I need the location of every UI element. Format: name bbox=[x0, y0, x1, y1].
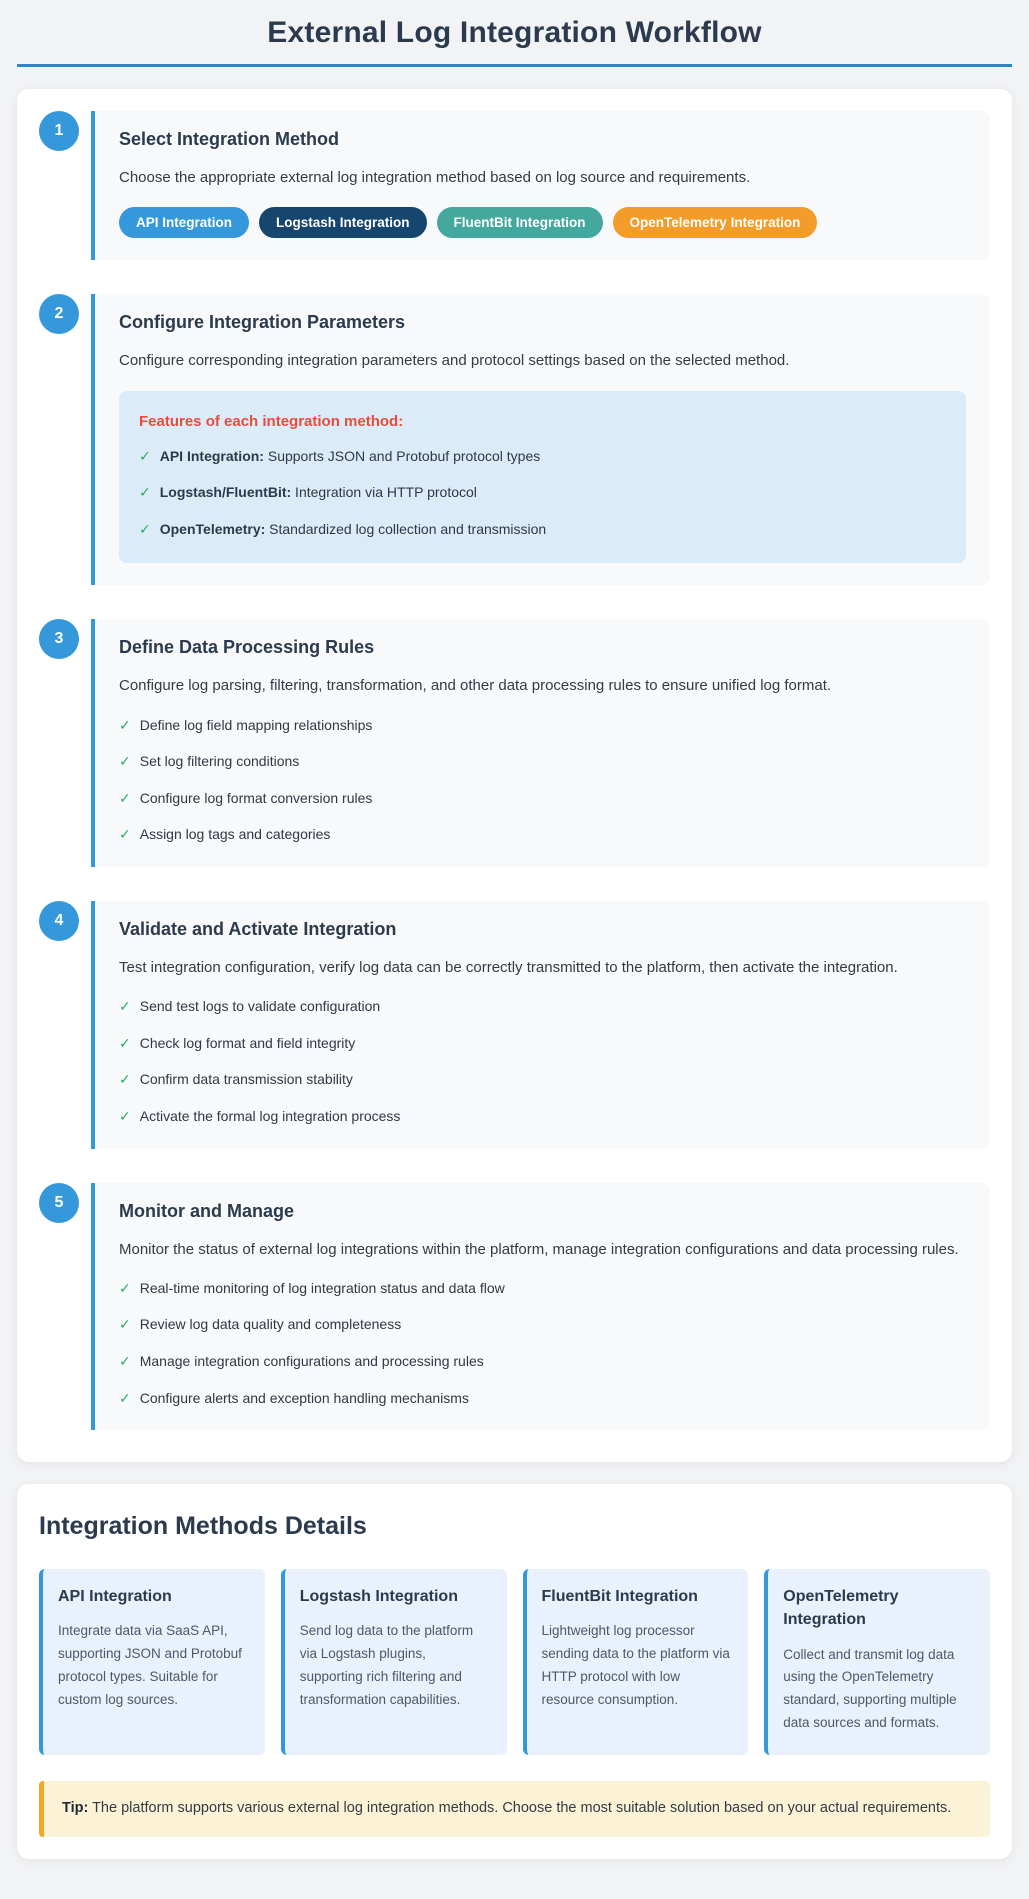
step-description: Test integration configuration, verify log data can be correctly transmitted to the platform, then activate the integration. bbox=[119, 958, 898, 976]
step-title: Validate and Activate Integration bbox=[119, 918, 397, 939]
badge-logstash-integration[interactable]: Logstash Integration bbox=[259, 207, 427, 238]
step-description: Configure corresponding integration parameters and protocol settings based on the selected method. bbox=[119, 352, 790, 370]
method-card-text: Collect and transmit log data using the OpenTelemetry standard, supporting multiple data sources and formats. bbox=[783, 1646, 957, 1731]
step-title: Monitor and Manage bbox=[119, 1200, 294, 1221]
badge-api-integration[interactable]: API Integration bbox=[119, 207, 249, 238]
features-highlight-box bbox=[119, 391, 966, 564]
step-title: Define Data Processing Rules bbox=[119, 637, 375, 658]
check-icon: ✓ bbox=[119, 1352, 131, 1369]
method-card-text: Integrate data via SaaS API, supporting JSON and Protobuf protocol types. Suitable for custom log sources. bbox=[58, 1623, 242, 1708]
feature-item: ✓ Logstash/FluentBit: Integration via HTTP protocol bbox=[139, 484, 477, 501]
tip-box bbox=[39, 1781, 990, 1837]
check-icon: ✓ bbox=[119, 1034, 131, 1051]
step-content bbox=[91, 111, 990, 260]
check-icon: ✓ bbox=[119, 1389, 131, 1406]
step-number-badge: 4 bbox=[39, 901, 79, 941]
checklist-item: ✓ Activate the formal log integration process bbox=[119, 1107, 401, 1124]
checklist-item: ✓ Assign log tags and categories bbox=[119, 826, 331, 843]
workflow-steps bbox=[39, 111, 990, 1430]
method-card-title: API Integration bbox=[58, 1588, 172, 1606]
workflow-step-5 bbox=[39, 1183, 990, 1431]
check-icon: ✓ bbox=[119, 753, 131, 770]
checklist-item: ✓ Manage integration configurations and processing rules bbox=[119, 1352, 484, 1369]
step-content bbox=[91, 901, 990, 1149]
step-description: Monitor the status of external log integrations within the platform, manage integration configurations and data processing rules. bbox=[119, 1240, 959, 1258]
feature-item: ✓ API Integration: Supports JSON and Protobuf protocol types bbox=[139, 447, 541, 464]
workflow-step-3 bbox=[39, 619, 990, 867]
step-description: Configure log parsing, filtering, transformation, and other data processing rules to ensure unified log format. bbox=[119, 677, 832, 695]
method-card-logstash-integration bbox=[281, 1569, 507, 1755]
method-card-text: Lightweight log processor sending data to the platform via HTTP protocol with low resource consumption. bbox=[541, 1623, 730, 1708]
integration-method-badges bbox=[119, 207, 966, 238]
method-card-title: Logstash Integration bbox=[299, 1588, 458, 1606]
method-card-title: FluentBit Integration bbox=[541, 1588, 698, 1606]
check-icon: ✓ bbox=[119, 789, 131, 806]
step-number-badge: 3 bbox=[39, 619, 79, 659]
check-icon: ✓ bbox=[119, 1107, 131, 1124]
step-description: Choose the appropriate external log integration method based on log source and requirements. bbox=[119, 169, 751, 186]
checklist-item: ✓ Check log format and field integrity bbox=[119, 1034, 356, 1051]
checklist-item: ✓ Review log data quality and completeness bbox=[119, 1316, 402, 1333]
workflow-step-1 bbox=[39, 111, 990, 260]
check-icon: ✓ bbox=[139, 447, 151, 464]
check-icon: ✓ bbox=[119, 998, 131, 1015]
feature-item: ✓ OpenTelemetry: Standardized log collection and transmission bbox=[139, 520, 547, 537]
step-number-badge: 1 bbox=[39, 111, 79, 151]
step-title: Configure Integration Parameters bbox=[119, 312, 406, 333]
check-icon: ✓ bbox=[139, 520, 151, 537]
method-card-title: OpenTelemetry Integration bbox=[783, 1588, 899, 1629]
workflow-step-4 bbox=[39, 901, 990, 1149]
step-content bbox=[91, 294, 990, 585]
check-icon: ✓ bbox=[119, 1279, 131, 1296]
checklist-item: ✓ Configure alerts and exception handling mechanisms bbox=[119, 1389, 469, 1406]
check-icon: ✓ bbox=[139, 484, 151, 501]
step-content bbox=[91, 1183, 990, 1431]
title-divider bbox=[17, 64, 1012, 67]
checklist-item: ✓ Real-time monitoring of log integration status and data flow bbox=[119, 1279, 505, 1296]
check-icon: ✓ bbox=[119, 826, 131, 843]
checklist-item: ✓ Configure log format conversion rules bbox=[119, 789, 373, 806]
step-number-badge: 5 bbox=[39, 1183, 79, 1223]
method-card-fluentbit-integration bbox=[523, 1569, 749, 1755]
workflow-card bbox=[17, 89, 1012, 1462]
checklist-item: ✓ Set log filtering conditions bbox=[119, 753, 300, 770]
badge-opentelemetry-integration[interactable]: OpenTelemetry Integration bbox=[613, 207, 818, 238]
details-card bbox=[17, 1484, 1012, 1859]
tip-text: The platform supports various external log integration methods. Choose the most suitable solution based on your actual requirements. bbox=[88, 1800, 952, 1817]
check-icon: ✓ bbox=[119, 1071, 131, 1088]
method-card-text: Send log data to the platform via Logstash plugins, supporting rich filtering and transformation capabilities. bbox=[299, 1623, 474, 1708]
step-content bbox=[91, 619, 990, 867]
step-title: Select Integration Method bbox=[119, 129, 340, 149]
check-icon: ✓ bbox=[119, 1316, 131, 1333]
badge-fluentbit-integration[interactable]: FluentBit Integration bbox=[437, 207, 603, 238]
workflow-step-2 bbox=[39, 294, 990, 585]
checklist-item: ✓ Define log field mapping relationships bbox=[119, 716, 373, 733]
step-number-badge: 2 bbox=[39, 294, 79, 334]
method-card-api-integration bbox=[39, 1569, 265, 1755]
check-icon: ✓ bbox=[119, 716, 131, 733]
method-card-opentelemetry-integration bbox=[764, 1569, 990, 1755]
checklist-item: ✓ Send test logs to validate configuration bbox=[119, 998, 381, 1015]
page-title: External Log Integration Workflow bbox=[267, 16, 762, 49]
highlight-heading: Features of each integration method: bbox=[139, 412, 404, 430]
method-cards-grid bbox=[39, 1569, 990, 1755]
details-heading: Integration Methods Details bbox=[39, 1512, 367, 1541]
checklist-item: ✓ Confirm data transmission stability bbox=[119, 1071, 353, 1088]
tip-label: Tip: bbox=[62, 1800, 89, 1817]
